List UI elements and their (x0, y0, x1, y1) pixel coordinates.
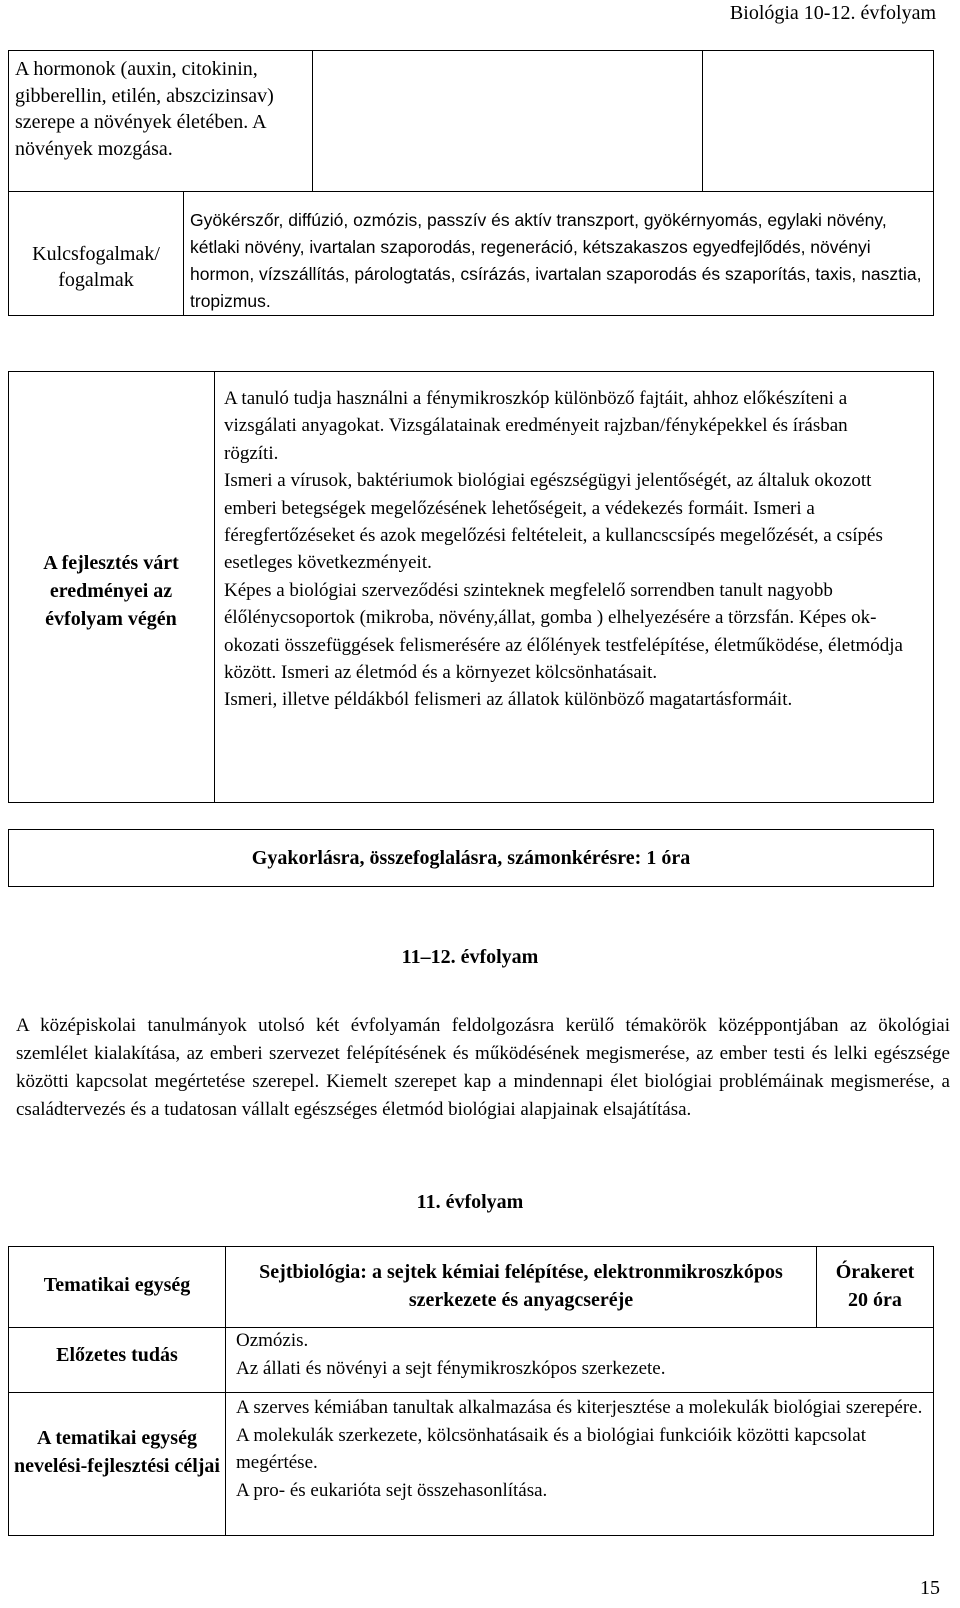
prior-line: Az állati és növényi a sejt fénymikroszkópos szerkezete. (236, 1358, 666, 1379)
expected-results-text (224, 385, 904, 714)
hours-label (819, 1258, 931, 1314)
goals-text (236, 1394, 926, 1504)
hours-value: 20 óra (848, 1289, 902, 1311)
result-paragraph: A tanuló tudja használni a fénymikroszkóp különböző fajtáit, ahhoz előkészíteni a vizsgálati anyagokat. Vizsgálatainak eredményeit rajzban/fényképekkel és írásban rögzíti. (224, 388, 848, 464)
unit-label: Tematikai egység (43, 1274, 191, 1296)
key-concepts-label: Kulcsfogalmak/ fogalmak (32, 243, 160, 291)
expected-results-label: A fejlesztés várt eredményei az évfolyam végén (43, 552, 179, 630)
unit-title: Sejtbiológia: a sejtek kémiai felépítése, elektronmikroszkópos szerkezete és anyagcseréje (259, 1261, 783, 1311)
hormones-topic-cell: A hormonok (auxin, citokinin, gibberellin, etilén, abszcizinsav) szerepe a növények életében. A növények mozgása. (15, 58, 274, 160)
prior-knowledge-label: Előzetes tudás (56, 1344, 178, 1366)
intro-paragraph: A középiskolai tanulmányok utolsó két évfolyamán feldolgozásra kerülő témakörök középpontjában az ökológiai szemlélet kialakítása, az emberi szervezet felépítésének és működésének megismerése, az ember testi és lelki egészsége közötti kapcsolat megértetése szerepel. Kiemelt szerepet kap a mindennapi élet biológiai problémáinak megismerése, a családtervezés és a tudatosan vállalt egészséges életmód biológiai alapjainak elsajátítása. (16, 1015, 950, 1120)
goal-line: A molekulák szerkezete, kölcsönhatásaik és a biológiai funkcióik közötti kapcsolat megértése. (236, 1424, 866, 1473)
practice-hours-text: Gyakorlásra, összefoglalásra, számonkérésre: 1 óra (251, 847, 691, 869)
section-title: 11–12. évfolyam (401, 946, 539, 968)
grade-title: 11. évfolyam (416, 1191, 524, 1213)
goal-line: A pro- és eukarióta sejt összehasonlítása. (236, 1479, 548, 1501)
result-paragraph: Képes a biológiai szerveződési szinteknek megfelelő sorrendben tanult nagyobb élőlénycsoportok (mikroba, növény,állat, gomba ) elhelyezésére a törzsfán. Képes ok-okozati összefüggések felismerésére az élőlények testfelépítése, életműködése, életmódja között. Ismeri az életmód és a környezet kölcsönhatásait. (224, 579, 903, 684)
thematic-unit-table (8, 1246, 934, 1536)
result-paragraph: Ismeri a vírusok, baktériumok biológiai egészségügyi jelentőségét, az általuk okozott emberi betegségek megelőzésének lehetőségeit, a védekezés formáit. Ismeri a féregfertőzéseket és azok megelőzési feltételeit, a kullancscsípés megelőzését, a csípés esetleges következményeit. (224, 470, 883, 574)
key-concepts-text: Gyökérszőr, diffúzió, ozmózis, passzív és aktív transzport, gyökérnyomás, egylaki növény, kétlaki növény, ivartalan szaporodás, regeneráció, kétszakaszos egyedfejlődés, növényi hormon, vízszállítás, párologtatás, csírázás, ivartalan szaporodás és szaporítás, taxis, nasztia, tropizmus. (190, 210, 922, 311)
prior-knowledge-text (236, 1327, 926, 1383)
running-header: Biológia 10-12. évfolyam (729, 2, 936, 24)
key-concepts-table (8, 50, 934, 316)
expected-results-table (8, 371, 934, 803)
result-paragraph: Ismeri, illetve példákból felismeri az állatok különböző magatartásformáit. (224, 689, 793, 711)
goals-label: A tematikai egység nevelési-fejlesztési céljai (13, 1427, 220, 1477)
goal-line: A szerves kémiában tanultak alkalmazása és kiterjesztése a molekulák biológiai szerepére. (236, 1397, 923, 1418)
practice-hours-box (8, 829, 934, 887)
prior-line: Ozmózis. (236, 1330, 309, 1351)
hours-label-text: Órakeret (835, 1261, 915, 1283)
page-number: 15 (920, 1577, 940, 1599)
